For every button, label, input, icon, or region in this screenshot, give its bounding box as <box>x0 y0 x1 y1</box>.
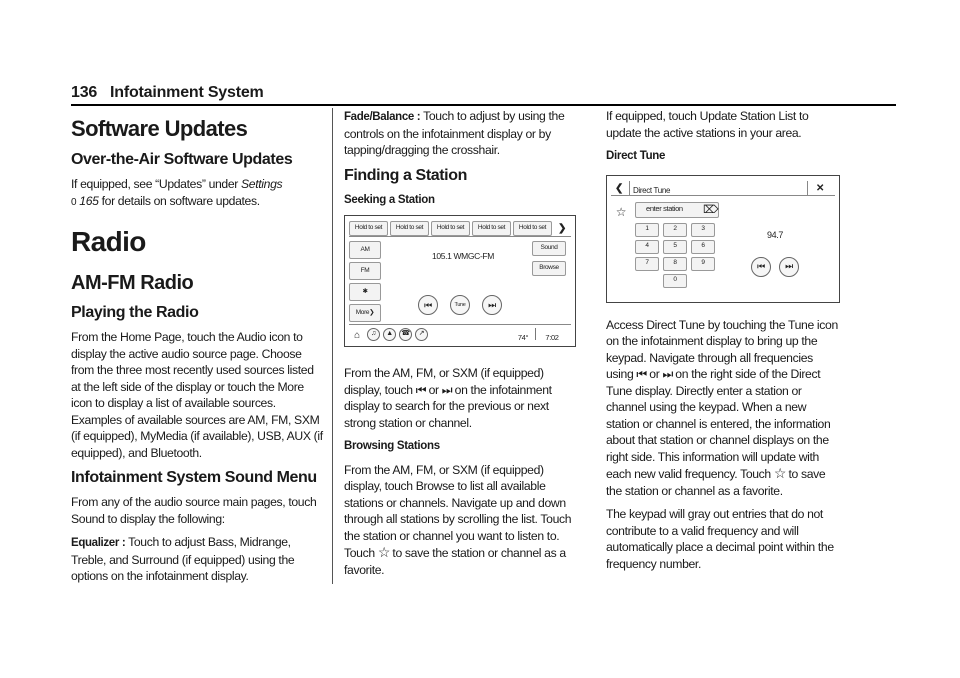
keypad-key[interactable]: 0 <box>663 274 687 288</box>
paragraph-access: Access Direct Tune by touching the Tune icon on the infotainment display to bring up the keypad. Navigate through all frequencies using ⏮ or ⏭ on the right side of the Direct Tune display. Directly enter a station or channel using the keypad. When a new station or channel is entered, the information about that station or channel displays on the right side. This information will update with each new valid frequency. Touch ☆ to save the station or channel as a favorite. <box>606 317 838 498</box>
paragraph-fade: Fade/Balance : Touch to adjust by using the controls on the infotainment display or by tapping/dragging the crosshair. <box>344 109 565 157</box>
audio-icon[interactable]: ♫ <box>367 328 380 341</box>
favorite-star-icon[interactable]: ☆ <box>615 204 627 219</box>
clock: 7:02 <box>545 333 559 342</box>
xref-link[interactable]: 165 <box>79 193 99 208</box>
paragraph-ota: If equipped, see “Updates” under Settings 0 165 for details on software updates. <box>71 177 283 208</box>
station-name: 105.1 WMGC-FM <box>431 251 495 261</box>
preset-button[interactable]: Hold to set <box>513 221 552 236</box>
seek-forward-icon: ⏭ <box>662 367 673 381</box>
bottom-bar-rule <box>349 324 571 325</box>
seek-back-icon: ⏮ <box>636 367 647 381</box>
keypad-key[interactable]: 8 <box>663 257 687 271</box>
heading-playing: Playing the Radio <box>71 304 199 321</box>
keypad-key[interactable]: 5 <box>663 240 687 254</box>
heading-ota: Over-the-Air Software Updates <box>71 151 293 168</box>
paragraph-keypad: The keypad will gray out entries that do not contribute to a valid frequency and will automatically place a decimal point within the frequency number. <box>606 507 834 571</box>
equalizer-label: Equalizer : <box>71 537 126 549</box>
keypad-key[interactable]: 1 <box>635 223 659 237</box>
phone-icon[interactable]: ☎ <box>399 328 412 341</box>
preset-button[interactable]: Hold to set <box>390 221 429 236</box>
section-title: Infotainment System <box>110 84 264 101</box>
direct-tune-figure <box>606 175 840 303</box>
heading-finding: Finding a Station <box>344 166 467 184</box>
header-rule <box>71 104 896 106</box>
keypad-key[interactable]: 4 <box>635 240 659 254</box>
onstar-icon[interactable]: ↗ <box>415 328 428 341</box>
status-divider <box>535 328 536 340</box>
heading-amfm: AM-FM Radio <box>71 272 194 294</box>
keypad-key[interactable]: 7 <box>635 257 659 271</box>
keypad-key[interactable]: 6 <box>691 240 715 254</box>
station-entry-field[interactable]: enter station <box>635 202 719 218</box>
paragraph-sound: From any of the audio source main pages, touch Sound to display the following: <box>71 495 317 526</box>
tuned-frequency: 94.7 <box>766 229 784 240</box>
source-fm[interactable]: FM <box>349 262 381 280</box>
page-number: 136 <box>71 84 98 101</box>
preset-button[interactable]: Hold to set <box>349 221 388 236</box>
seek-back-icon[interactable]: ⏮ <box>418 295 438 315</box>
home-icon[interactable]: ⌂ <box>354 330 360 341</box>
preset-button[interactable]: Hold to set <box>472 221 511 236</box>
keypad-key[interactable]: 3 <box>691 223 715 237</box>
fade-label: Fade/Balance : <box>344 111 421 123</box>
xref-arrow-icon: 0 <box>71 196 77 208</box>
heading-browsing: Browsing Stations <box>344 440 440 452</box>
back-icon[interactable]: ❮ <box>614 182 624 194</box>
keypad-key[interactable]: 2 <box>663 223 687 237</box>
temperature: 74° <box>517 333 529 342</box>
source-am[interactable]: AM <box>349 241 381 259</box>
bluetooth-icon[interactable]: ✱ <box>349 283 381 301</box>
close-icon[interactable]: ✕ <box>815 182 825 194</box>
heading-sound-menu: Infotainment System Sound Menu <box>71 469 317 486</box>
column-1 <box>71 108 323 592</box>
seek-back-icon[interactable]: ⏮ <box>751 257 771 277</box>
seek-back-icon: ⏮ <box>415 382 426 397</box>
heading-direct-tune: Direct Tune <box>606 150 666 162</box>
heading-software-updates: Software Updates <box>71 116 248 141</box>
tune-button[interactable]: Tune <box>450 295 470 315</box>
navigation-icon[interactable]: ▲ <box>383 328 396 341</box>
preset-button[interactable]: Hold to set <box>431 221 470 236</box>
direct-tune-title: Direct Tune <box>633 185 671 195</box>
heading-radio: Radio <box>71 226 146 257</box>
seek-forward-icon[interactable]: ⏭ <box>779 257 799 277</box>
paragraph-browse: From the AM, FM, or SXM (if equipped) display, touch Browse to list all available stations or channels. Navigate up and down through all stations by scrolling the list. Touch the station or channel you want to listen to. Touch ☆ to save the station or channel as a favorite. <box>344 462 572 577</box>
column-2 <box>344 108 578 585</box>
backspace-icon[interactable]: ⌦ <box>703 203 719 216</box>
seek-forward-icon[interactable]: ⏭ <box>482 295 502 315</box>
favorite-star-icon: ☆ <box>773 465 786 481</box>
keypad-key[interactable]: 9 <box>691 257 715 271</box>
favorite-star-icon: ☆ <box>377 544 390 560</box>
radio-screen-figure <box>344 215 576 347</box>
paragraph-equalizer: Equalizer : Touch to adjust Bass, Midrange, Treble, and Surround (if equipped) using the options on the infotainment display. <box>71 535 295 583</box>
column-divider <box>332 108 333 584</box>
column-3 <box>606 108 842 579</box>
paragraph-seek: From the AM, FM, or SXM (if equipped) display, touch ⏮ or ⏭ on the infotainment display to search for the previous or next strong station or channel. <box>344 366 552 430</box>
heading-seeking: Seeking a Station <box>344 193 435 206</box>
seek-forward-icon: ⏭ <box>441 382 452 397</box>
more-button[interactable]: More❯ <box>349 304 381 322</box>
title-divider <box>629 181 630 195</box>
settings-ref: Settings <box>241 177 283 191</box>
paragraph-playing: From the Home Page, touch the Audio icon to display the active audio source page. Choose from the three most recently used sources listed at the left side of the display or touch the More icon to display a list of available sources. Examples of available sources are AM, FM, SXM (if equipped), MyMedia (if available), USB, AUX (if equipped), and Bluetooth. <box>71 330 323 460</box>
browse-button[interactable]: Browse <box>532 261 566 276</box>
title-divider <box>807 181 808 195</box>
sound-button[interactable]: Sound <box>532 241 566 256</box>
paragraph-update: If equipped, touch Update Station List to update the active stations in your area. <box>606 109 809 140</box>
next-presets-icon[interactable]: ❯ <box>557 223 567 234</box>
